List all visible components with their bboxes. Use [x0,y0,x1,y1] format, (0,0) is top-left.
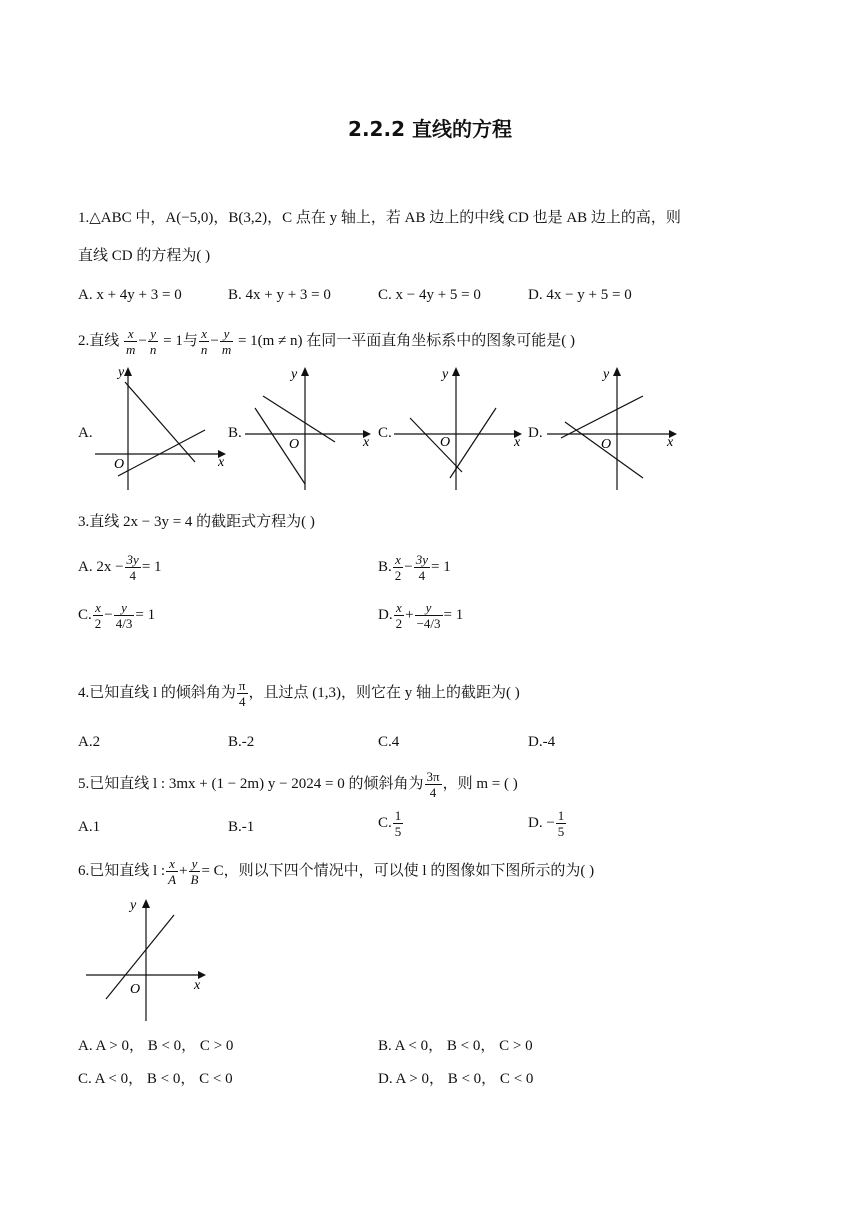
q1-option-d: D. 4x − y + 5 = 0 [528,287,632,303]
q6-option-c: C. A < 0， B < 0， C < 0 [78,1071,233,1087]
fraction: $\frac{y}{n}$ [149,326,157,357]
q2-option-c-label: C. [378,425,392,441]
q2-option-d-label: D. [528,425,543,441]
q2-graph-b [243,362,383,492]
q3-option-a: A. 2x − $\frac{3y}{4}$ = 1 [78,552,162,583]
svg-text:O: O [289,437,300,452]
question-6-stem: 6.已知直线 l : $\frac{x}{A}$ + $\frac{y}{B}$ = C，则以下四个情况中，可以使 l 的图像如下图所示的为( ) [78,856,595,887]
question-1-stem: 1.△ABC 中，A(−5,0)，B(3,2)，C 点在 y 轴上，若 AB 边上的中线 CD 也是 AB 边上的高，则 [78,210,681,226]
q5-option-b: B.-1 [228,819,255,835]
q4-option-d: D.-4 [528,734,556,750]
question-4-stem: 4.已知直线 l 的倾斜角为 $\frac{\pi}{4}$ ，且过点 (1,3)，则它在 y 轴上的截距为( ) [78,678,520,709]
question-3-stem: 3.直线 2x − 3y = 4 的截距式方程为( ) [78,514,315,530]
svg-text:x: x [194,978,201,993]
fraction: $\frac{\pi}{4}$ [238,678,246,709]
svg-text:y: y [442,367,449,382]
svg-text:O: O [440,435,451,450]
svg-text:x: x [363,435,370,450]
q3-option-b: B. $\frac{x}{2}$ − $\frac{3y}{4}$ = 1 [378,552,451,583]
q4-option-a: A.2 [78,734,101,750]
q1-option-b: B. 4x + y + 3 = 0 [228,287,331,303]
q6-option-d: D. A > 0， B < 0， C < 0 [378,1071,534,1087]
fraction: $\frac{1}{5}$ [557,808,565,839]
fraction: $\frac{y}{m}$ [221,326,232,357]
fraction: $\frac{3y}{4}$ [126,552,139,583]
svg-text:y: y [130,898,137,913]
q6-option-b: B. A < 0， B < 0， C > 0 [378,1038,533,1054]
q6-graph [84,893,214,1023]
svg-text:O: O [601,437,612,452]
q4-option-b: B.-2 [228,734,255,750]
fraction: $\frac{x}{n}$ [200,326,208,357]
fraction: $\frac{x}{2}$ [394,552,402,583]
question-5-stem: 5.已知直线 l : 3mx + (1 − 2m) y − 2024 = 0 的倾斜角为 $\frac{3\pi}{4}$ ，则 m = ( ) [78,769,518,800]
q3-option-c: C. $\frac{x}{2}$ − $\frac{y}{4/3}$ = 1 [78,600,156,631]
q4-option-c: C.4 [378,734,400,750]
question-1-stem-cont: 直线 CD 的方程为( ) [78,248,211,264]
page-title: 2.2.2 直线的方程 [348,117,512,141]
svg-text:y: y [118,365,125,380]
fraction: $\frac{x}{A}$ [168,856,177,887]
fraction: $\frac{x}{2}$ [395,600,403,631]
q5-option-c: C. $\frac{1}{5}$ [378,808,402,839]
svg-text:O: O [130,982,141,997]
q2-graph-d [545,362,685,492]
fraction: $\frac{x}{m}$ [126,326,136,357]
q3-option-d: D. $\frac{x}{2}$ + $\frac{y}{-4/3}$ = 1 [378,600,464,631]
question-2-stem: 2.直线 $\frac{x}{m}$ − $\frac{y}{n}$ = 1与 $\frac{x}{n}$ − $\frac{y}{m}$ = 1(m ≠ n) 在同一平面直角坐标系中的图象可能是( ) [78,326,576,357]
q2-graph-c [392,362,532,492]
svg-text:x: x [218,455,225,470]
svg-text:x: x [667,435,674,450]
q2-option-b-label: B. [228,425,242,441]
fraction: $\frac{3y}{4}$ [415,552,429,583]
fraction: $\frac{y}{-4/3}$ [416,600,441,631]
q5-option-d: D. − $\frac{1}{5}$ [528,808,565,839]
q2-graph-a [90,362,230,492]
q1-option-c: C. x − 4y + 5 = 0 [378,287,481,303]
svg-text:y: y [291,367,298,382]
fraction: $\frac{x}{2}$ [94,600,102,631]
fraction: $\frac{1}{5}$ [394,808,402,839]
fraction: $\frac{y}{4/3}$ [115,600,133,631]
svg-text:x: x [514,435,521,450]
q6-option-a: A. A > 0， B < 0， C > 0 [78,1038,234,1054]
fraction: $\frac{3\pi}{4}$ [426,769,440,800]
q5-option-a: A.1 [78,819,101,835]
svg-text:O: O [114,457,125,472]
svg-text:y: y [603,367,610,382]
q1-option-a: A. x + 4y + 3 = 0 [78,287,182,303]
q2-option-a-label: A. [78,425,93,441]
fraction: $\frac{y}{B}$ [190,856,199,887]
